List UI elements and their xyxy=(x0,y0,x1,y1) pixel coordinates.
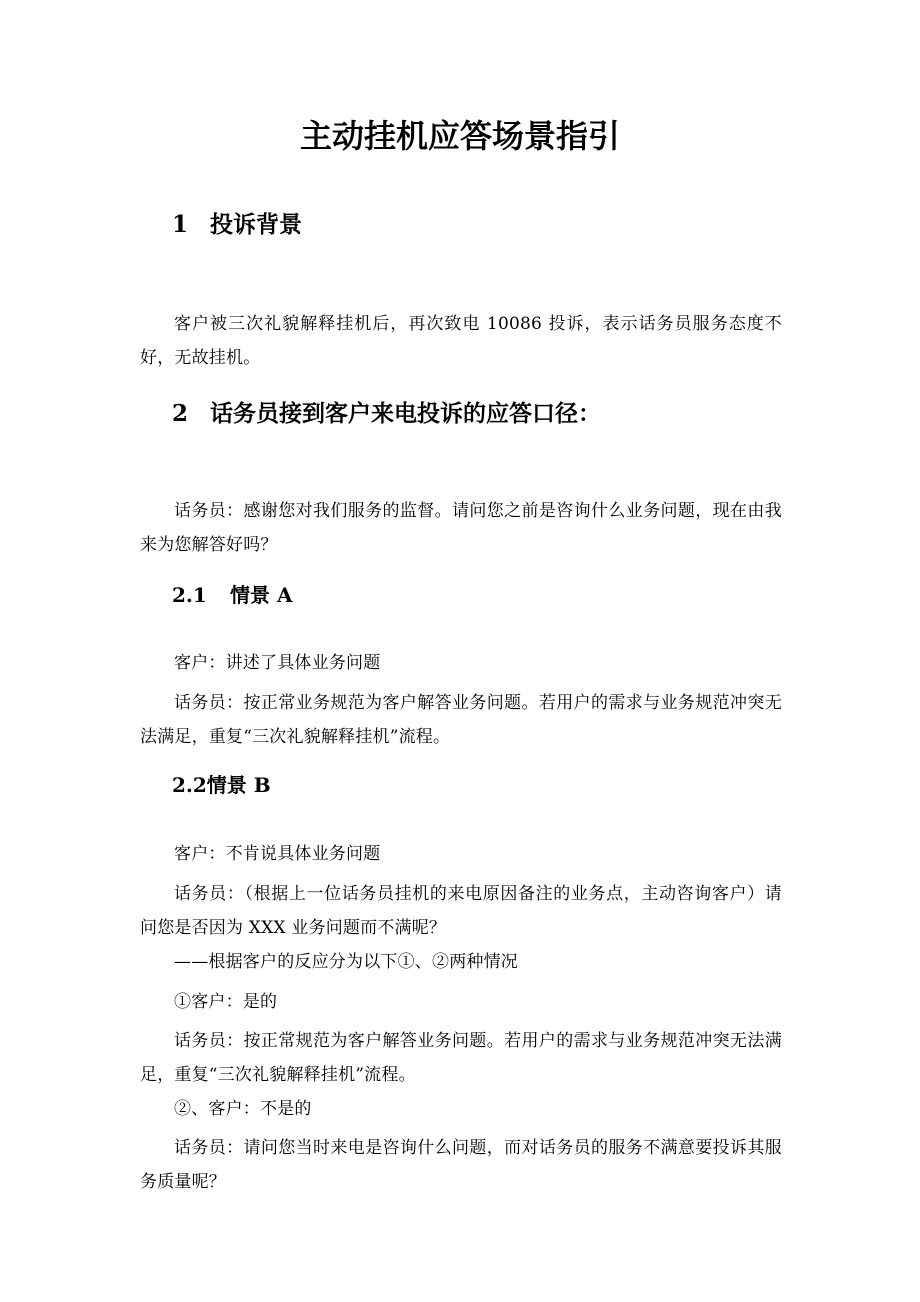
subsection-2-1-heading xyxy=(172,580,292,610)
section-2-title: 话务员接到客户来电投诉的应答口径： xyxy=(210,400,601,427)
subsection-2-1-paragraph-1: 客户：讲述了具体业务问题 xyxy=(174,653,381,673)
section-2-number: 2 xyxy=(172,400,189,427)
subsection-2-2-paragraph-7: 话务员：请问您当时来电是咨询什么问题，而对话务员的服务不满意要投诉其服务质量呢？ xyxy=(140,1138,782,1192)
subsection-2-2-title: 情景 B xyxy=(206,773,271,797)
section-1-paragraph-1: 客户被三次礼貌解释挂机后，再次致电 10086 投诉，表示话务员服务态度不好，无故挂机。 xyxy=(140,314,782,368)
subsection-2-1-title: 情景 A xyxy=(230,583,293,607)
section-2-heading xyxy=(172,397,601,431)
subsection-2-2-number: 2.2 xyxy=(172,773,207,797)
subsection-2-2-paragraph-6: ②、客户：不是的 xyxy=(174,1099,312,1119)
subsection-2-1-paragraph-2: 话务员：按正常业务规范为客户解答业务问题。若用户的需求与业务规范冲突无法满足，重复“三次礼貌解释挂机”流程。 xyxy=(140,693,782,747)
subsection-2-2-paragraph-4: ①客户：是的 xyxy=(174,992,278,1012)
subsection-2-2-heading xyxy=(172,770,271,800)
subsection-2-2-paragraph-5: 话务员：按正常规范为客户解答业务问题。若用户的需求与业务规范冲突无法满足，重复“三次礼貌解释挂机”流程。 xyxy=(140,1031,782,1085)
subsection-2-2-paragraph-3: ——根据客户的反应分为以下①、②两种情况 xyxy=(174,952,518,972)
subsection-2-2-paragraph-1: 客户：不肯说具体业务问题 xyxy=(174,844,381,864)
subsection-2-1-number: 2.1 xyxy=(172,583,207,607)
subsection-2-2-paragraph-2: 话务员：（根据上一位话务员挂机的来电原因备注的业务点，主动咨询客户）请问您是否因为 XXX 业务问题而不满呢？ xyxy=(140,884,782,938)
section-1-heading xyxy=(172,208,302,242)
section-1-title: 投诉背景 xyxy=(210,211,302,238)
section-2-paragraph-1: 话务员：感谢您对我们服务的监督。请问您之前是咨询什么业务问题，现在由我来为您解答好吗？ xyxy=(140,501,782,555)
section-1-number: 1 xyxy=(172,211,189,238)
document-title: 主动挂机应答场景指引 xyxy=(299,117,620,155)
